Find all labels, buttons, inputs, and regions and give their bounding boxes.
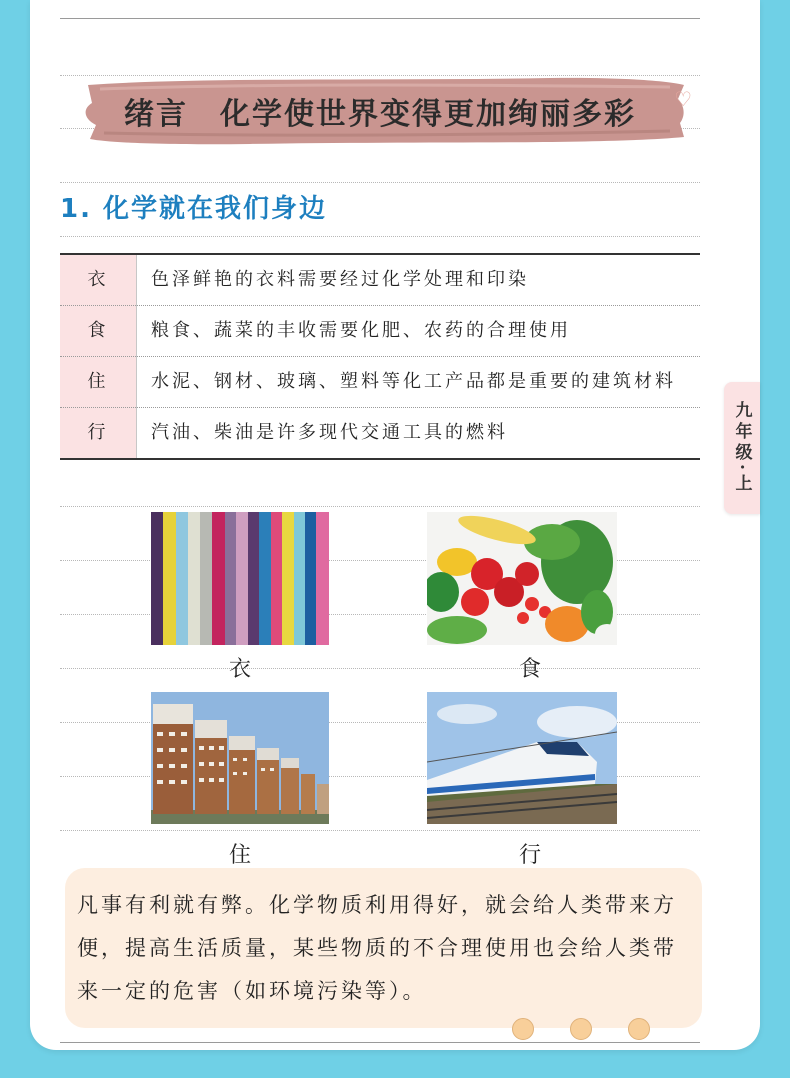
train-photo bbox=[427, 692, 617, 824]
table-row bbox=[60, 306, 700, 357]
chapter-title: 绪言 化学使世界变得更加绚丽多彩 bbox=[124, 97, 636, 132]
note-text: 凡事有利就有弊。化学物质利用得好，就会给人类带来方便，提高生活质量，某些物质的不合理使用也会给人类带来一定的危害（如环境污染等）。 bbox=[77, 893, 677, 1003]
row-key: 行 bbox=[60, 408, 137, 460]
page-card bbox=[30, 0, 760, 1050]
table-row bbox=[60, 254, 700, 306]
section-title: 1. 化学就在我们身边 bbox=[60, 194, 328, 224]
bottom-rule bbox=[60, 1042, 700, 1043]
apartment-buildings-illustration bbox=[151, 692, 329, 824]
photo-caption-clothing: 衣 bbox=[228, 657, 251, 682]
grade-side-tab[interactable] bbox=[724, 382, 760, 514]
decorative-dot bbox=[628, 1018, 650, 1040]
fabric-photo bbox=[151, 512, 329, 645]
row-key: 住 bbox=[60, 357, 137, 408]
ruled-line bbox=[60, 830, 700, 831]
table-row bbox=[60, 357, 700, 408]
row-value: 水泥、钢材、玻璃、塑料等化工产品都是重要的建筑材料 bbox=[137, 357, 701, 408]
row-key: 食 bbox=[60, 306, 137, 357]
ruled-line bbox=[60, 668, 700, 669]
ruled-line bbox=[60, 236, 700, 237]
grade-label: 九年级·上 bbox=[731, 401, 752, 495]
examples-table bbox=[60, 253, 700, 460]
ruled-line bbox=[60, 506, 700, 507]
fabric-rolls-illustration bbox=[151, 512, 329, 645]
ruled-line bbox=[60, 182, 700, 183]
photo-caption-housing: 住 bbox=[228, 843, 251, 868]
decorative-dot bbox=[570, 1018, 592, 1040]
photo-caption-food: 食 bbox=[518, 657, 541, 682]
note-box bbox=[65, 868, 702, 1028]
row-value: 粮食、蔬菜的丰收需要化肥、农药的合理使用 bbox=[137, 306, 701, 357]
top-rule bbox=[60, 18, 700, 19]
high-speed-train-illustration bbox=[427, 692, 617, 824]
heart-icon: ♡ bbox=[674, 87, 692, 111]
vegetables-illustration bbox=[427, 512, 617, 645]
buildings-photo bbox=[151, 692, 329, 824]
decorative-dot bbox=[512, 1018, 534, 1040]
vegetables-photo bbox=[427, 512, 617, 645]
row-value: 色泽鲜艳的衣料需要经过化学处理和印染 bbox=[137, 254, 701, 306]
table-row bbox=[60, 408, 700, 460]
chapter-banner bbox=[80, 75, 692, 147]
row-value: 汽油、柴油是许多现代交通工具的燃料 bbox=[151, 422, 508, 443]
photo-caption-transport: 行 bbox=[518, 843, 541, 868]
row-key: 衣 bbox=[60, 254, 137, 306]
